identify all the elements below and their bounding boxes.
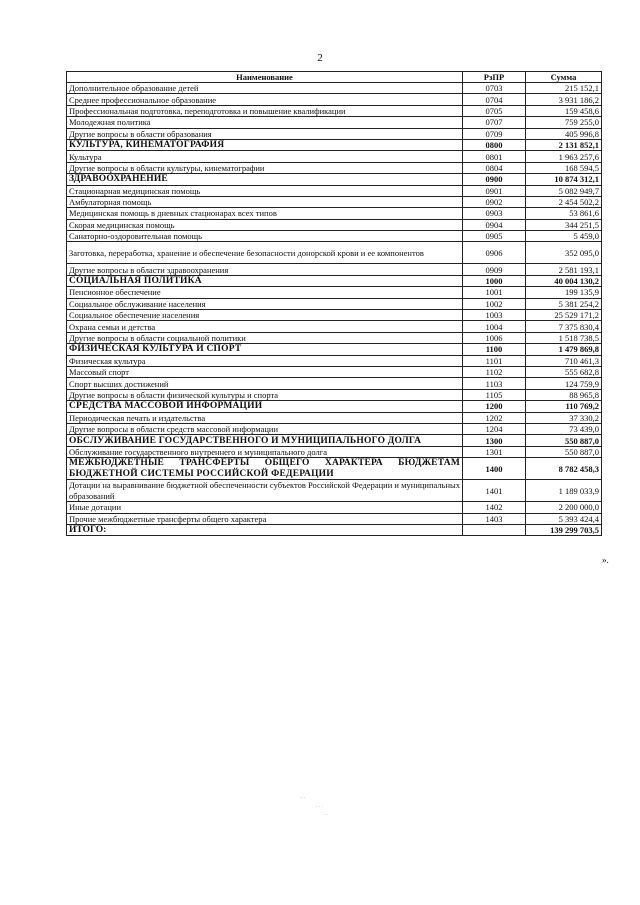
row-name: Прочие межбюджетные трансферты общего характера bbox=[67, 513, 463, 524]
row-name: СОЦИАЛЬНАЯ ПОЛИТИКА bbox=[67, 275, 463, 286]
row-code: 1103 bbox=[463, 378, 526, 389]
scan-artifact: . . . bbox=[316, 803, 324, 809]
row-code: 1003 bbox=[463, 310, 526, 321]
row-sum: 5 082 949,7 bbox=[526, 185, 602, 196]
row-name: Скорая медицинская помощь bbox=[67, 219, 463, 230]
row-name: Периодическая печать и издательства bbox=[67, 412, 463, 423]
row-code: 1204 bbox=[463, 423, 526, 434]
table-row bbox=[67, 117, 602, 128]
row-code: 1105 bbox=[463, 389, 526, 400]
row-sum: 53 861,6 bbox=[526, 208, 602, 219]
scan-artifact: · - bbox=[322, 812, 328, 818]
row-name: Обслуживание государственного внутреннего и муниципального долга bbox=[67, 446, 463, 457]
row-code: 1004 bbox=[463, 321, 526, 332]
row-sum: 5 459,0 bbox=[526, 231, 602, 242]
row-code: 1102 bbox=[463, 366, 526, 377]
closing-quote-mark: ». bbox=[602, 555, 609, 565]
table-row bbox=[67, 242, 602, 264]
row-name: Другие вопросы в области культуры, кинематографии bbox=[67, 162, 463, 173]
row-code: 1403 bbox=[463, 513, 526, 524]
row-sum: 550 887,0 bbox=[526, 446, 602, 457]
table-row bbox=[67, 378, 602, 389]
row-code: 1400 bbox=[463, 458, 526, 480]
row-sum: 710 461,3 bbox=[526, 355, 602, 366]
row-sum: 759 255,0 bbox=[526, 117, 602, 128]
row-sum: 1 518 738,5 bbox=[526, 332, 602, 343]
row-sum: 1 963 257,6 bbox=[526, 151, 602, 162]
total-sum: 139 299 703,5 bbox=[526, 524, 602, 535]
row-code: 0709 bbox=[463, 128, 526, 139]
table-row bbox=[67, 231, 602, 242]
table-row bbox=[67, 366, 602, 377]
row-sum: 73 439,0 bbox=[526, 423, 602, 434]
row-code: 1000 bbox=[463, 275, 526, 286]
row-sum: 124 759,9 bbox=[526, 378, 602, 389]
budget-table bbox=[66, 71, 602, 536]
table-row bbox=[67, 185, 602, 196]
row-name: Другие вопросы в области здравоохранения bbox=[67, 264, 463, 275]
row-sum: 159 458,6 bbox=[526, 105, 602, 116]
total-code bbox=[463, 524, 526, 535]
table-row bbox=[67, 174, 602, 185]
row-code: 0903 bbox=[463, 208, 526, 219]
row-code: 0707 bbox=[463, 117, 526, 128]
row-name: Культура bbox=[67, 151, 463, 162]
row-sum: 10 874 312,1 bbox=[526, 174, 602, 185]
row-name: Заготовка, переработка, хранение и обеспечение безопасности донорской крови и ее компонентов bbox=[67, 242, 463, 264]
row-code: 1401 bbox=[463, 480, 526, 502]
row-name: Дополнительное образование детей bbox=[67, 83, 463, 94]
table-row bbox=[67, 423, 602, 434]
page-number: 2 bbox=[317, 52, 323, 64]
row-name: Дотации на выравнивание бюджетной обеспеченности субъектов Российской Федерации и муниципальных образований bbox=[67, 480, 463, 502]
row-sum: 215 152,1 bbox=[526, 83, 602, 94]
row-name: СРЕДСТВА МАССОВОЙ ИНФОРМАЦИИ bbox=[67, 401, 463, 412]
row-sum: 37 330,2 bbox=[526, 412, 602, 423]
row-code: 1001 bbox=[463, 287, 526, 298]
table-row bbox=[67, 219, 602, 230]
table-row bbox=[67, 458, 602, 480]
row-name: ЗДРАВООХРАНЕНИЕ bbox=[67, 174, 463, 185]
row-code: 0804 bbox=[463, 162, 526, 173]
row-code: 0800 bbox=[463, 139, 526, 150]
row-code: 0704 bbox=[463, 94, 526, 105]
table-row bbox=[67, 94, 602, 105]
row-code: 0900 bbox=[463, 174, 526, 185]
row-name: КУЛЬТУРА, КИНЕМАТОГРАФИЯ bbox=[67, 139, 463, 150]
row-sum: 88 965,8 bbox=[526, 389, 602, 400]
table-row bbox=[67, 139, 602, 150]
row-sum: 344 251,5 bbox=[526, 219, 602, 230]
row-name: Стационарная медицинская помощь bbox=[67, 185, 463, 196]
row-name: Другие вопросы в области социальной политики bbox=[67, 332, 463, 343]
row-sum: 1 189 033,9 bbox=[526, 480, 602, 502]
row-code: 0703 bbox=[463, 83, 526, 94]
row-code: 0801 bbox=[463, 151, 526, 162]
header-sum: Сумма bbox=[526, 72, 602, 83]
row-code: 1200 bbox=[463, 401, 526, 412]
table-row bbox=[67, 298, 602, 309]
row-sum: 8 782 458,3 bbox=[526, 458, 602, 480]
table-row bbox=[67, 196, 602, 207]
table-row bbox=[67, 355, 602, 366]
row-name: Социальное обслуживание населения bbox=[67, 298, 463, 309]
table-row bbox=[67, 310, 602, 321]
table-row bbox=[67, 128, 602, 139]
row-sum: 2 131 852,1 bbox=[526, 139, 602, 150]
row-sum: 7 375 830,4 bbox=[526, 321, 602, 332]
total-row bbox=[67, 524, 602, 535]
table-row bbox=[67, 401, 602, 412]
row-name: Физическая культура bbox=[67, 355, 463, 366]
row-code: 1100 bbox=[463, 344, 526, 355]
table-row bbox=[67, 162, 602, 173]
row-code: 0906 bbox=[463, 242, 526, 264]
row-sum: 5 381 254,2 bbox=[526, 298, 602, 309]
row-name: Пенсионное обеспечение bbox=[67, 287, 463, 298]
row-name: Амбулаторная помощь bbox=[67, 196, 463, 207]
row-name: Профессиональная подготовка, переподготовка и повышение квалификации bbox=[67, 105, 463, 116]
row-name: Массовый спорт bbox=[67, 366, 463, 377]
row-sum: 5 393 424,4 bbox=[526, 513, 602, 524]
row-name: Охрана семьи и детства bbox=[67, 321, 463, 332]
table-row bbox=[67, 83, 602, 94]
row-name: Иные дотации bbox=[67, 502, 463, 513]
row-name: Другие вопросы в области физической культуры и спорта bbox=[67, 389, 463, 400]
row-code: 1006 bbox=[463, 332, 526, 343]
row-code: 0705 bbox=[463, 105, 526, 116]
table-row bbox=[67, 151, 602, 162]
scan-artifact: - - bbox=[300, 795, 306, 801]
row-sum: 2 454 502,2 bbox=[526, 196, 602, 207]
table-row bbox=[67, 105, 602, 116]
row-sum: 168 594,5 bbox=[526, 162, 602, 173]
table-row bbox=[67, 287, 602, 298]
row-sum: 25 529 171,2 bbox=[526, 310, 602, 321]
total-label: ИТОГО: bbox=[67, 524, 463, 535]
row-code: 1402 bbox=[463, 502, 526, 513]
row-name: Другие вопросы в области образования bbox=[67, 128, 463, 139]
table-row bbox=[67, 208, 602, 219]
row-name: Санаторно-оздоровительная помощь bbox=[67, 231, 463, 242]
row-code: 0902 bbox=[463, 196, 526, 207]
row-name: ОБСЛУЖИВАНИЕ ГОСУДАРСТВЕННОГО И МУНИЦИПАЛЬНОГО ДОЛГА bbox=[67, 435, 463, 446]
row-sum: 2 581 193,1 bbox=[526, 264, 602, 275]
table-row bbox=[67, 344, 602, 355]
table-row bbox=[67, 446, 602, 457]
row-code: 0904 bbox=[463, 219, 526, 230]
row-name: Медицинская помощь в дневных стационарах всех типов bbox=[67, 208, 463, 219]
row-name: Среднее профессиональное образование bbox=[67, 94, 463, 105]
row-name: Спорт высших достижений bbox=[67, 378, 463, 389]
table-row bbox=[67, 502, 602, 513]
row-code: 1101 bbox=[463, 355, 526, 366]
header-code: РзПР bbox=[463, 72, 526, 83]
row-name: Молодежная политика bbox=[67, 117, 463, 128]
row-sum: 352 095,0 bbox=[526, 242, 602, 264]
row-name: Социальное обеспечение населения bbox=[67, 310, 463, 321]
row-sum: 3 931 186,2 bbox=[526, 94, 602, 105]
row-code: 1301 bbox=[463, 446, 526, 457]
row-code: 1300 bbox=[463, 435, 526, 446]
row-sum: 1 479 869,8 bbox=[526, 344, 602, 355]
row-sum: 199 135,9 bbox=[526, 287, 602, 298]
row-code: 1202 bbox=[463, 412, 526, 423]
row-name: Другие вопросы в области средств массовой информации bbox=[67, 423, 463, 434]
row-name: ФИЗИЧЕСКАЯ КУЛЬТУРА И СПОРТ bbox=[67, 344, 463, 355]
table-row bbox=[67, 480, 602, 502]
row-sum: 40 004 130,2 bbox=[526, 275, 602, 286]
row-sum: 2 200 000,0 bbox=[526, 502, 602, 513]
table-row bbox=[67, 264, 602, 275]
table-row bbox=[67, 321, 602, 332]
row-name: МЕЖБЮДЖЕТНЫЕ ТРАНСФЕРТЫ ОБЩЕГО ХАРАКТЕРА БЮДЖЕТАМ БЮДЖЕТНОЙ СИСТЕМЫ РОССИЙСКОЙ ФЕДЕРАЦИИ bbox=[67, 458, 463, 480]
header-name: Наименование bbox=[67, 72, 463, 83]
table-row bbox=[67, 275, 602, 286]
table-header-row bbox=[67, 72, 602, 83]
row-code: 0909 bbox=[463, 264, 526, 275]
row-sum: 555 682,8 bbox=[526, 366, 602, 377]
row-sum: 110 769,2 bbox=[526, 401, 602, 412]
table-row bbox=[67, 435, 602, 446]
row-code: 1002 bbox=[463, 298, 526, 309]
table-row bbox=[67, 332, 602, 343]
table-row bbox=[67, 412, 602, 423]
table-row bbox=[67, 513, 602, 524]
row-sum: 405 996,8 bbox=[526, 128, 602, 139]
row-code: 0905 bbox=[463, 231, 526, 242]
table-row bbox=[67, 389, 602, 400]
row-sum: 550 887,0 bbox=[526, 435, 602, 446]
row-code: 0901 bbox=[463, 185, 526, 196]
